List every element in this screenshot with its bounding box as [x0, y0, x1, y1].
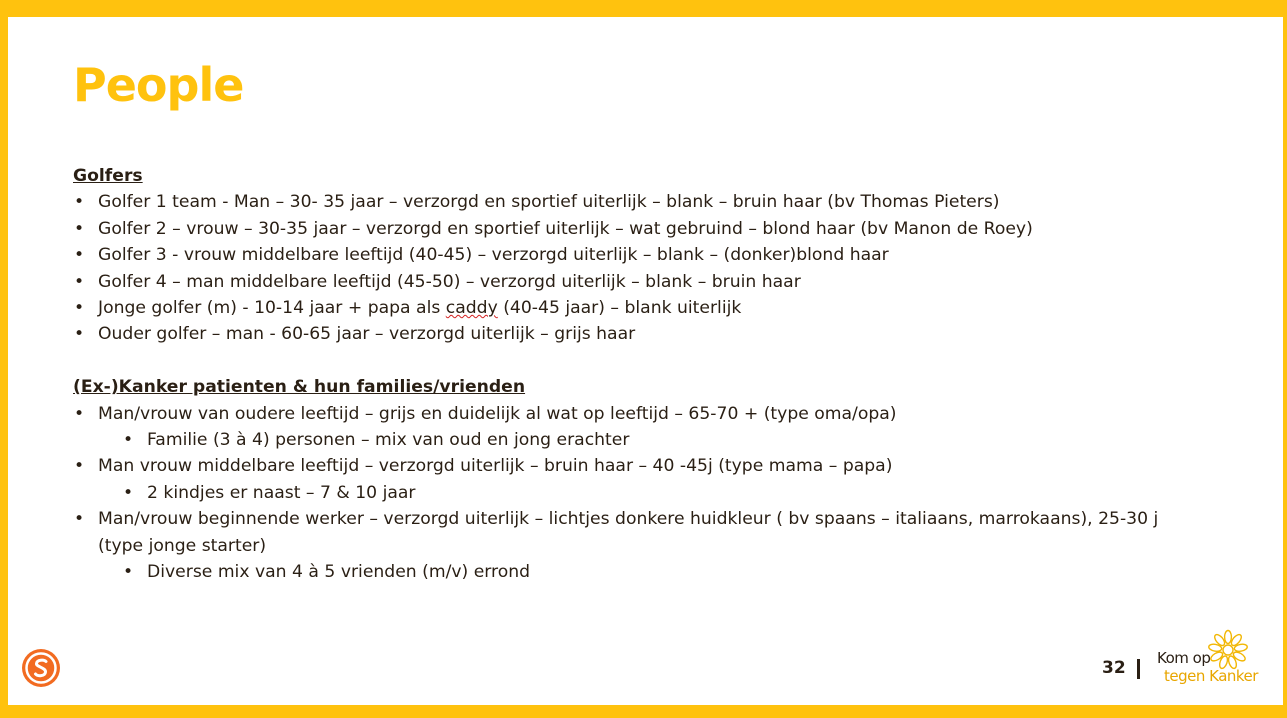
list-item: • Golfer 1 team - Man – 30- 35 jaar – verzorgd en sportief uiterlijk – blank – bruin haar (bv Thomas Pieters) — [73, 189, 1193, 215]
brand-wordmark — [1156, 648, 1261, 690]
list-item: • Golfer 2 – vrouw – 30-35 jaar – verzorgd en sportief uiterlijk – wat gebruind – blond haar (bv Manon de Roey) — [73, 216, 1193, 242]
brand-line-2: tegen Kanker — [1164, 667, 1258, 685]
list-item — [73, 295, 1193, 321]
sub-list-item: • 2 kindjes er naast – 7 & 10 jaar — [73, 480, 1193, 506]
s-circle-logo-icon — [20, 647, 62, 689]
list-item: • Golfer 3 - vrouw middelbare leeftijd (40-45) – verzorgd uiterlijk – blank – (donker)blond haar — [73, 242, 1193, 268]
golfers-list — [73, 189, 1193, 347]
slide-title: People — [73, 58, 244, 112]
patients-heading: (Ex-)Kanker patienten & hun families/vrienden — [73, 377, 526, 398]
list-item: • Man/vrouw beginnende werker – verzorgd uiterlijk – lichtjes donkere huidkleur ( bv spaans – italiaans, marrokaans), 25-30 j (type jonge starter) — [73, 506, 1193, 559]
junior-text-after: (40-45 jaar) – blank uiterlijk — [497, 298, 742, 319]
footer-divider — [1137, 659, 1140, 679]
spellcheck-flagged-word: caddy — [445, 298, 498, 319]
junior-text-before: Jonge golfer (m) - 10-14 jaar + papa als — [98, 298, 446, 319]
list-item: • Ouder golfer – man - 60-65 jaar – verzorgd uiterlijk – grijs haar — [73, 321, 1193, 347]
section-spacer — [73, 348, 1193, 374]
sub-list-item: • Diverse mix van 4 à 5 vrienden (m/v) errond — [73, 559, 1193, 585]
brand-line-1: Kom op — [1157, 649, 1211, 667]
slide-body — [73, 163, 1193, 585]
sub-list-item: • Familie (3 à 4) personen – mix van oud en jong erachter — [73, 427, 1193, 453]
page-number: 32 — [1102, 658, 1126, 678]
list-item: • Man vrouw middelbare leeftijd – verzorgd uiterlijk – bruin haar – 40 -45j (type mama – papa) — [73, 453, 1193, 479]
list-item: • Man/vrouw van oudere leeftijd – grijs en duidelijk al wat op leeftijd – 65-70 + (type oma/opa) — [73, 401, 1193, 427]
list-item: • Golfer 4 – man middelbare leeftijd (45-50) – verzorgd uiterlijk – blank – bruin haar — [73, 269, 1193, 295]
golfers-heading: Golfers — [73, 166, 143, 186]
patients-list — [73, 401, 1193, 586]
